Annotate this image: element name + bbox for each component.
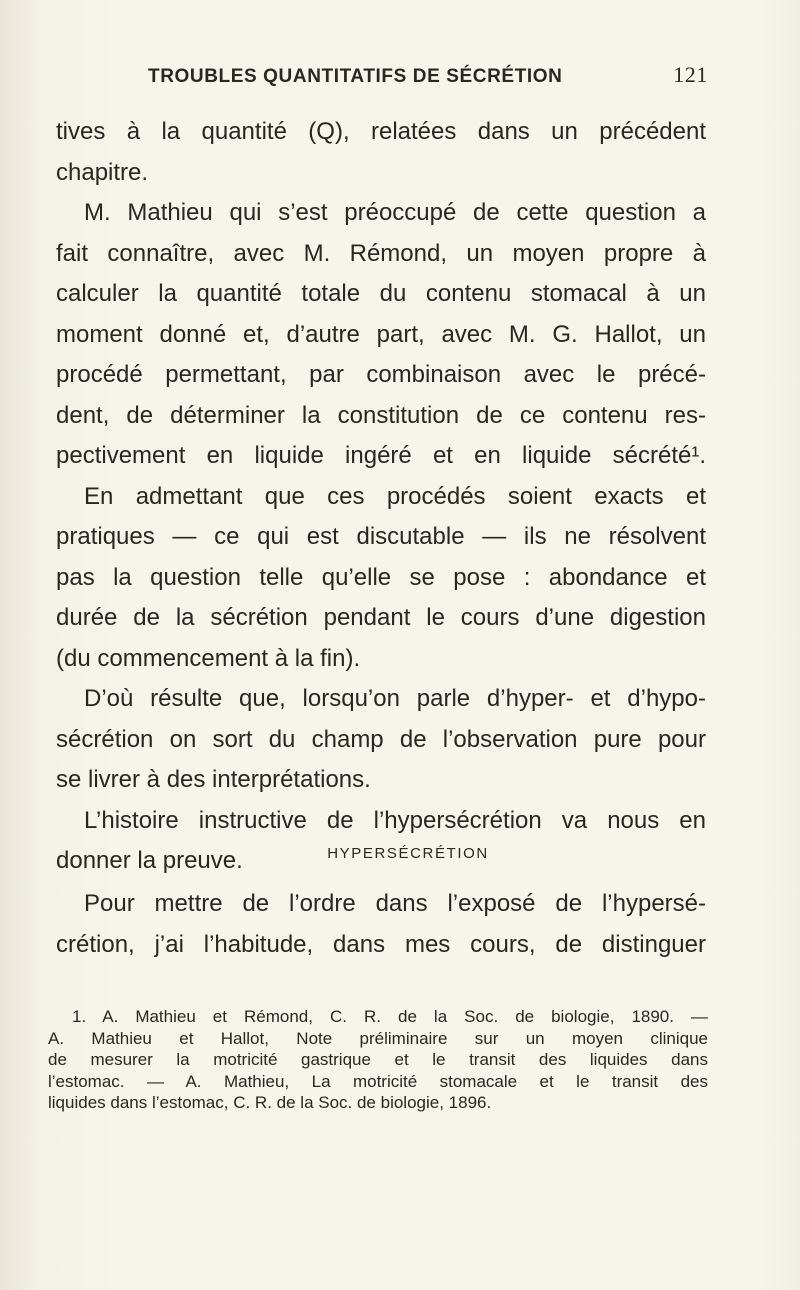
text-line: moment donné et, d’autre part, avec M. G. Hallot, un [56, 320, 706, 348]
text-line: pratiques — ce qui est discutable — ils ne résolvent [56, 523, 706, 550]
text-line: crétion, j’ai l’habitude, dans mes cours, de distinguer [56, 930, 706, 958]
text-line: donner la preuve. [56, 847, 243, 874]
footnote-line: A. Mathieu et Hallot, Note préliminaire sur un moyen clinique [48, 1028, 708, 1048]
text-line: durée de la sécrétion pendant le cours d’une digestion [56, 604, 706, 631]
text-line: M. Mathieu qui s’est préoccupé de cette question a [84, 199, 706, 226]
running-title: TROUBLES QUANTITATIFS DE SÉCRÉTION [148, 66, 563, 87]
text-line: fait connaître, avec M. Rémond, un moyen propre à [56, 239, 706, 267]
text-line: tives à la quantité (Q), relatées dans un précédent [56, 118, 706, 145]
text-line: pectivement en liquide ingéré et en liquide sécrété¹. [56, 442, 706, 469]
body-text [56, 112, 706, 882]
footnotes [48, 1006, 708, 1114]
footnote-line: liquides dans l’estomac, C. R. de la Soc. de biologie, 1896. [48, 1093, 492, 1112]
text-line: calculer la quantité totale du contenu stomacal à un [56, 280, 706, 307]
text-line: En admettant que ces procédés soient exacts et [84, 482, 706, 510]
section-heading: HYPERSÉCRÉTION [327, 845, 489, 862]
section-text [56, 884, 706, 965]
footnote-line: de mesurer la motricité gastrique et le transit des liquides dans [48, 1050, 708, 1069]
text-line: D’où résulte que, lorsqu’on parle d’hyper- et d’hypo- [84, 685, 706, 712]
page-header [148, 62, 708, 92]
text-line: chapitre. [56, 158, 149, 186]
text-line: pas la question telle qu’elle se pose : abondance et [56, 563, 706, 591]
text-line: (du commencement à la fin). [56, 644, 361, 672]
page-number: 121 [673, 62, 708, 87]
text-line: sécrétion on sort du champ de l’observation pure pour [56, 725, 706, 753]
footnote-line: l’estomac. — A. Mathieu, La motricité stomacale et le transit des [48, 1071, 708, 1091]
text-line: Pour mettre de l’ordre dans l’exposé de l’hypersé- [84, 890, 706, 917]
text-line: L’histoire instructive de l’hypersécrétion va nous en [84, 806, 706, 834]
footnote-line: 1. A. Mathieu et Rémond, C. R. de la Soc. de biologie, 1890. — [72, 1007, 708, 1026]
text-line: se livrer à des interprétations. [56, 766, 371, 793]
text-line: procédé permettant, par combinaison avec le précé- [56, 361, 706, 388]
text-line: dent, de déterminer la constitution de ce contenu res- [56, 401, 706, 429]
